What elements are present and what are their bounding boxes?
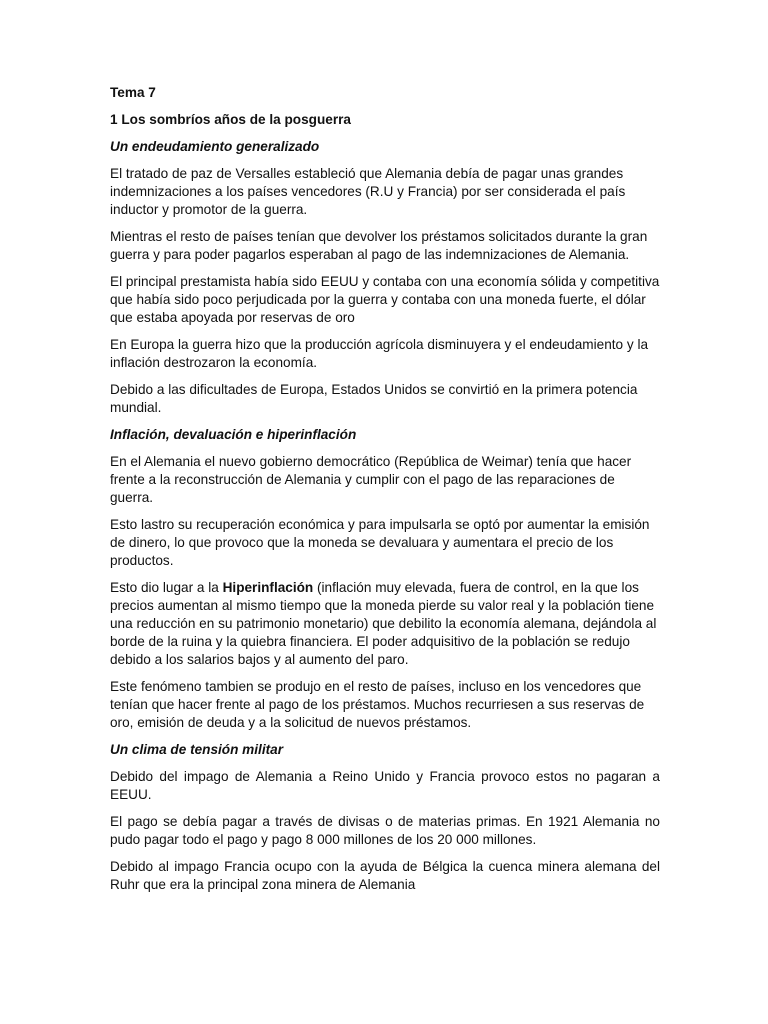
- document-page: [110, 84, 660, 903]
- hiperinflacion-post: (inflación muy elevada, fuera de control, en la que los precios aumentan al mismo tiempo que la moneda pierde su valor real y la población tiene una reducción en su patrimonio monetario) que debilito la economía alemana, dejándola al borde de la ruina y la quiebra financiera. El poder adquisitivo de la población se redujo debido a los salarios bajos y al aumento del paro.: [110, 580, 657, 667]
- paragraph-emision: Esto lastro su recuperación económica y para impulsarla se optó por aumentar la emisión de dinero, lo que provoco que la moneda se devaluara y aumentara el precio de los productos.: [110, 517, 650, 568]
- paragraph-ruhr: Debido al impago Francia ocupo con la ayuda de Bélgica la cuenca minera alemana del Ruhr que era la principal zona minera de Alemania: [110, 859, 660, 892]
- paragraph-prestamos: Mientras el resto de países tenían que devolver los préstamos solicitados durante la gran guerra y para poder pagarlos esperaban al pago de las indemnizaciones de Alemania.: [110, 229, 648, 262]
- hiperinflacion-pre: Esto dio lugar a la: [110, 580, 223, 595]
- paragraph-eeuu: El principal prestamista había sido EEUU y contaba con una economía sólida y competitiva que había sido poco perjudicada por la guerra y contaba con una moneda fuerte, el dólar que estaba apoyada por reservas de oro: [110, 274, 660, 325]
- paragraph-fenomeno: Este fenómeno tambien se produjo en el resto de países, incluso en los vencedores que tenían que hacer frente al pago de los préstamos. Muchos recurriesen a sus reservas de oro, emisión de deuda y a la solicitud de nuevos préstamos.: [110, 679, 645, 730]
- paragraph-weimar: En el Alemania el nuevo gobierno democrático (República de Weimar) tenía que hacer frente a la reconstrucción de Alemania y cumplir con el pago de las reparaciones de guerra.: [110, 454, 632, 505]
- document-heading: Tema 7: [110, 85, 156, 100]
- subsection-title-inflacion: Inflación, devaluación e hiperinflación: [110, 427, 357, 442]
- paragraph-impago: Debido del impago de Alemania a Reino Unido y Francia provoco estos no pagaran a EEUU.: [110, 769, 660, 802]
- paragraph-pago: El pago se debía pagar a través de divisas o de materias primas. En 1921 Alemania no pudo pagar todo el pago y pago 8 000 millones de los 20 000 millones.: [110, 814, 660, 847]
- subsection-title-tension: Un clima de tensión militar: [110, 742, 283, 757]
- section-title: 1 Los sombríos años de la posguerra: [110, 112, 351, 127]
- hiperinflacion-term: Hiperinflación: [222, 580, 314, 595]
- paragraph-potencia: Debido a las dificultades de Europa, Estados Unidos se convirtió en la primera potencia mundial.: [110, 382, 638, 415]
- paragraph-europa: En Europa la guerra hizo que la producción agrícola disminuyera y el endeudamiento y la inflación destrozaron la economía.: [110, 337, 649, 370]
- paragraph-versalles: El tratado de paz de Versalles estableció que Alemania debía de pagar unas grandes indemnizaciones a los países vencedores (R.U y Francia) por ser considerada el país inductor y promotor de la guerra.: [110, 166, 626, 217]
- subsection-title-endeudamiento: Un endeudamiento generalizado: [110, 139, 320, 154]
- paragraph-hiperinflacion: [110, 579, 660, 669]
